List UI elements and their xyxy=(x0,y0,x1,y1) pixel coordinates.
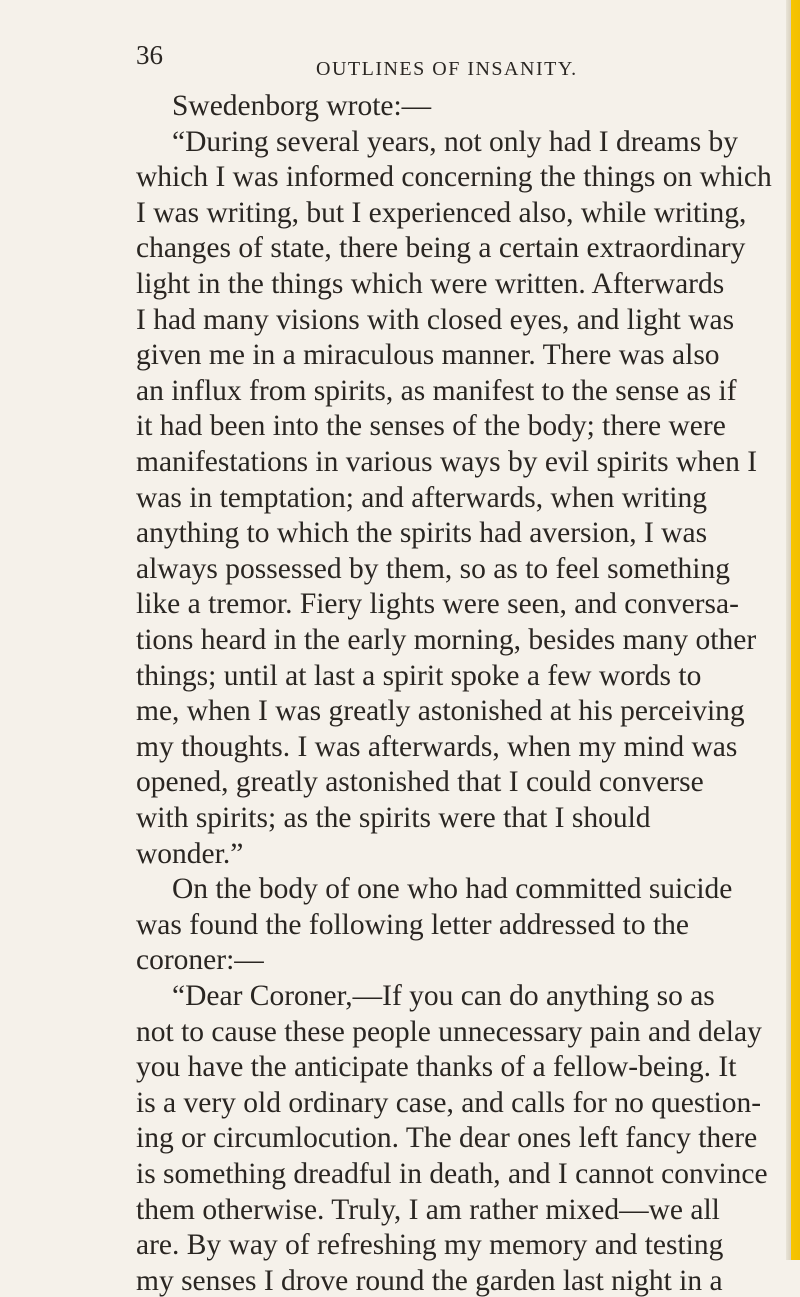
text-line: not to cause these people unnecessary pain and delay xyxy=(136,1016,762,1048)
text-line: “During several years, not only had I dreams by xyxy=(172,126,739,158)
text-line: wonder.” xyxy=(136,838,244,870)
text-line: is something dreadful in death, and I cannot convince xyxy=(136,1158,768,1190)
text-line: them otherwise. Truly, I am rather mixed—we all xyxy=(136,1194,720,1226)
text-line: me, when I was greatly astonished at his perceiving xyxy=(136,695,745,727)
text-line: coroner:— xyxy=(136,944,264,976)
text-line: changes of state, there being a certain extraordinary xyxy=(136,232,746,264)
text-line: always possessed by them, so as to feel something xyxy=(136,553,731,585)
text-line: I was writing, but I experienced also, while writing, xyxy=(136,197,747,229)
text-line: was found the following letter addressed to the xyxy=(136,909,689,941)
text-line: ing or circumlocution. The dear ones left fancy there xyxy=(136,1122,758,1154)
text-line: things; until at last a spirit spoke a few words to xyxy=(136,660,702,692)
text-line: opened, greatly astonished that I could converse xyxy=(136,766,704,798)
text-line: it had been into the senses of the body; there were xyxy=(136,410,726,442)
text-line: was in temptation; and afterwards, when writing xyxy=(136,482,708,514)
text-line: like a tremor. Fiery lights were seen, and conversa- xyxy=(136,588,739,620)
text-line: I had many visions with closed eyes, and light was xyxy=(136,304,735,336)
text-line: On the body of one who had committed suicide xyxy=(172,873,733,905)
text-line: an influx from spirits, as manifest to the sense as if xyxy=(136,375,737,407)
text-line: anything to which the spirits had aversion, I was xyxy=(136,517,708,549)
page-number: 36 xyxy=(136,40,163,70)
text-line: tions heard in the early morning, besides many other xyxy=(136,624,757,656)
text-line: my thoughts. I was afterwards, when my mind was xyxy=(136,731,738,763)
text-line: my senses I drove round the garden last night in a xyxy=(136,1265,723,1297)
text-line: is a very old ordinary case, and calls for no question- xyxy=(136,1087,762,1119)
text-line: given me in a miraculous manner. There was also xyxy=(136,339,720,371)
text-line: manifestations in various ways by evil spirits when I xyxy=(136,446,758,478)
text-line: which I was informed concerning the things on which xyxy=(136,161,772,193)
text-line: with spirits; as the spirits were that I should xyxy=(136,802,651,834)
text-line: Swedenborg wrote:— xyxy=(172,90,432,122)
text-line: are. By way of refreshing my memory and testing xyxy=(136,1229,724,1261)
text-line: you have the anticipate thanks of a fellow-being. It xyxy=(136,1051,737,1083)
text-line: light in the things which were written. Afterwards xyxy=(136,268,725,300)
running-head: OUTLINES OF INSANITY. xyxy=(316,58,578,80)
page-edge xyxy=(786,0,800,1260)
text-line: “Dear Coroner,—If you can do anything so as xyxy=(172,980,715,1012)
